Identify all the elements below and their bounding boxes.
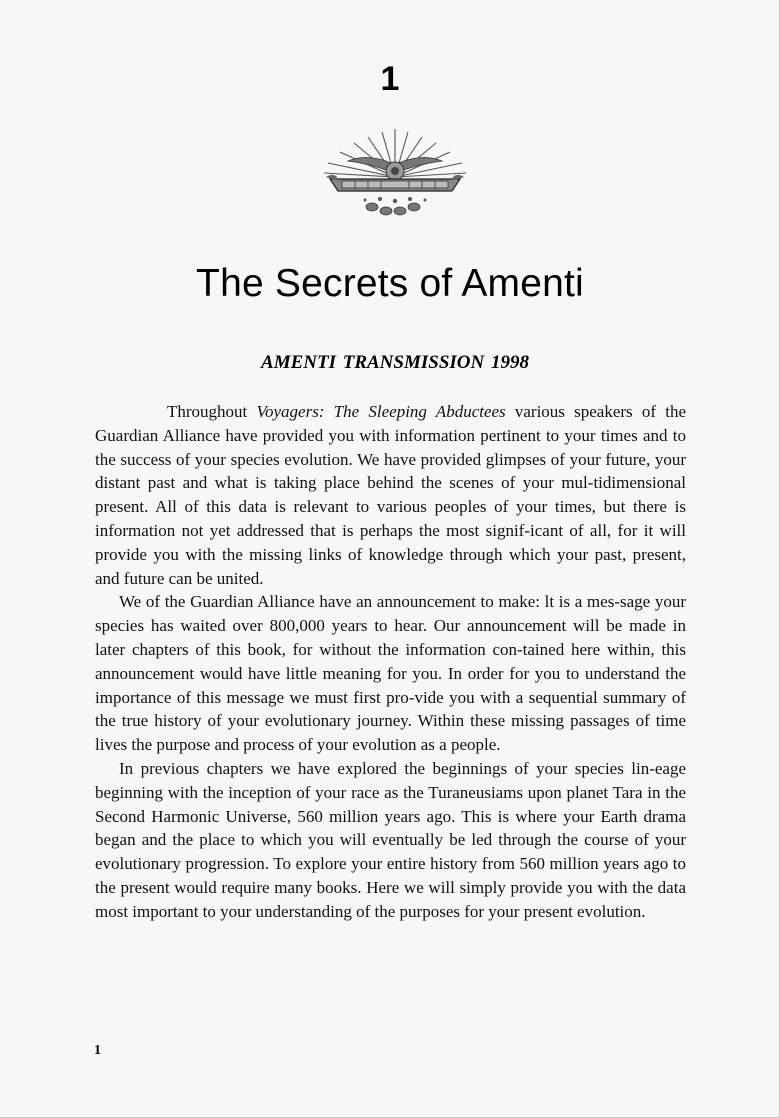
paragraph-2: We of the Guardian Alliance have an announcement to make: lt is a mes-sage your species has waited over 800,000 years to hear. Our announcement will be made in later chapters of this book, for without the information con-tained here within, this announcement would have little meaning for you. In order for you to understand the importance of this message we must first pro-vide you with a sequential summary of the true history of your evolutionary journey. Within these missing passages of time lives the purpose and process of your evolution as a people. — [95, 592, 686, 755]
paragraph-1 — [95, 400, 686, 590]
paragraph-3: In previous chapters we have explored the beginnings of your species lin-eage beginning with the inception of your race as the Turaneusiams upon planet Tara in the Second Harmonic Universe, 560 million years ago. This is where your Earth drama began and the place to which you will eventually be led through the course of your evolutionary progression. To explore your entire history from 560 million years ago to the present would require many books. Here we will simply provide you with the data most important to your understanding of the purposes for your present evolution. — [95, 758, 686, 921]
book-title: Voyagers: The Sleeping Abductees — [256, 402, 506, 421]
chapter-subtitle: AMENTI TRANSMISSION 1998 — [261, 352, 529, 373]
radiant-ark-emblem-icon — [320, 127, 470, 219]
paragraph-1-rest: various speakers of the Guardian Alliance have provided you with information pertinent to your times and to the success of your species evolution. We have provided glimpses of your future, your distant past and what is taking place behind the scenes of your mul-tidimensional present. All of this data is relevant to various peoples of your times, but there is information not yet addressed that is perhaps the most signif-icant of all, for it will provide you with the missing links of knowledge through which your past, present, and future can be united. — [95, 402, 686, 588]
page-number: 1 — [94, 1043, 101, 1058]
chapter-number: 1 — [380, 60, 400, 98]
paragraph-1-lead: Throughout — [167, 402, 257, 421]
body-text — [95, 400, 686, 924]
chapter-title: The Secrets of Amenti — [196, 262, 584, 305]
